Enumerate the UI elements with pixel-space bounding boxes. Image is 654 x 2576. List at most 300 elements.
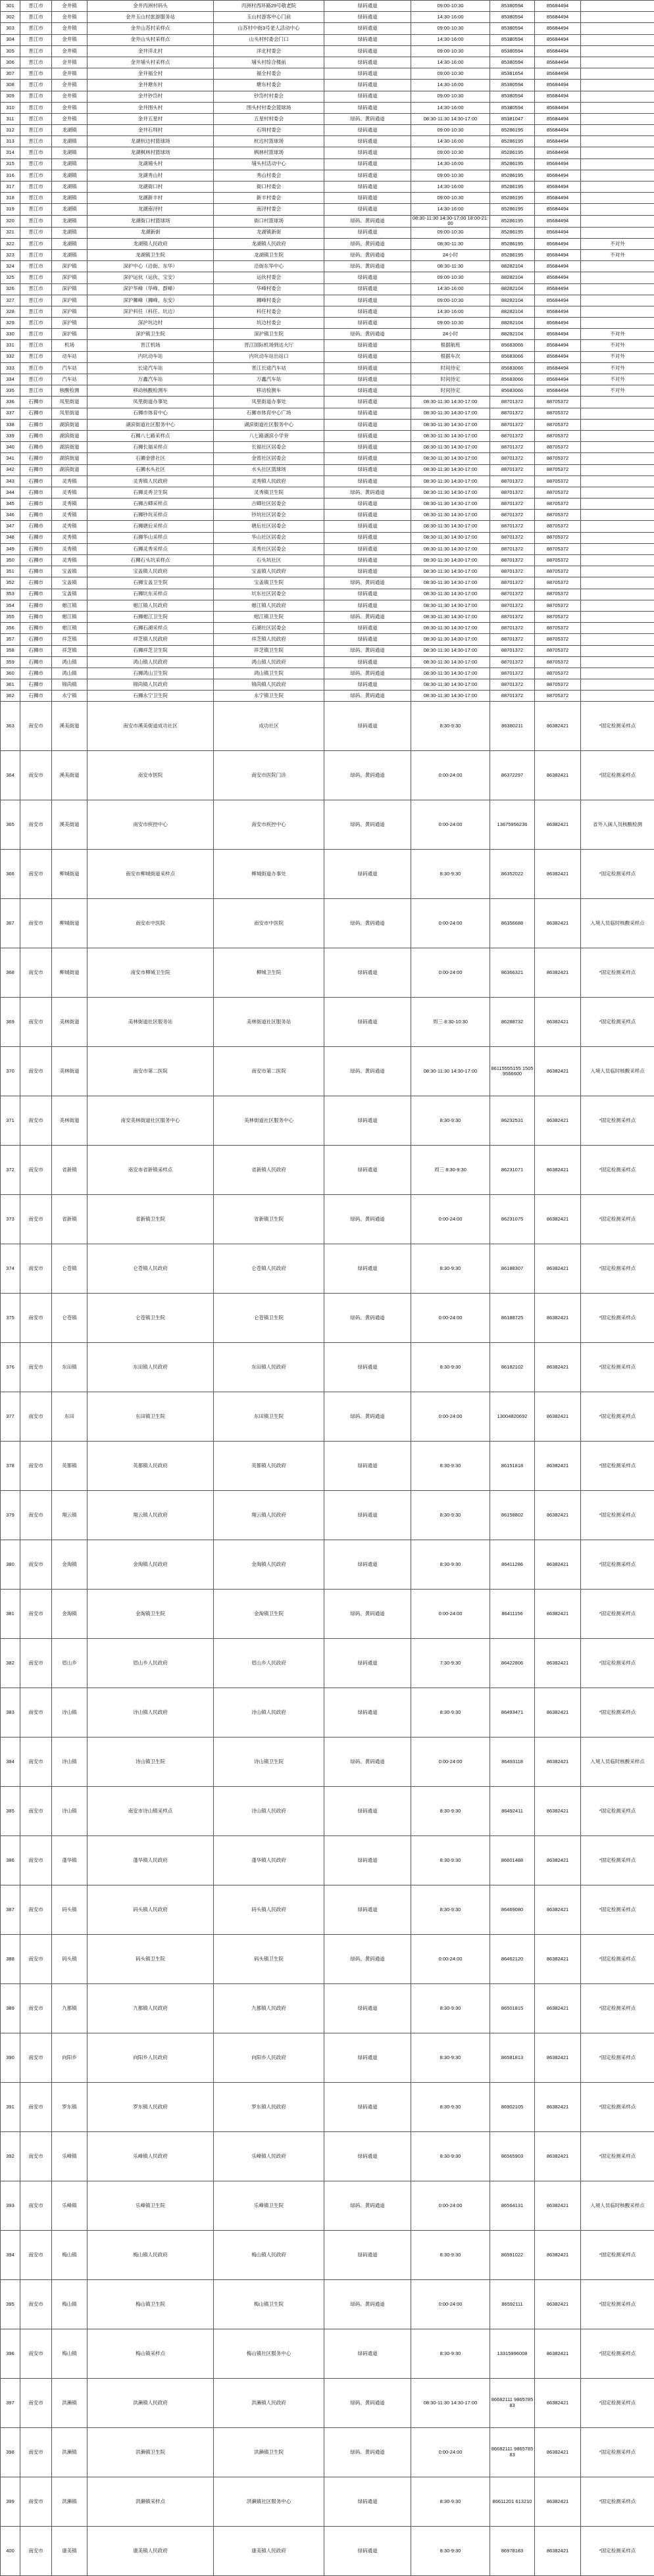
seq-cell: 316 [1, 170, 20, 181]
hours-cell: 08:30-11:30 14:30-17:00 [411, 668, 490, 679]
address-cell: 灵秀镇人民政府 [214, 475, 324, 487]
city-cell: 晋江市 [20, 158, 52, 170]
hours-cell: 08:30-11:30 14:30-17:00 [411, 408, 490, 419]
complaint-phone-cell: 86382421 [535, 2181, 581, 2230]
town-cell: 鸿山镇 [52, 668, 88, 679]
note-cell: *固定检测采样点 [581, 1984, 654, 2033]
note-cell [581, 521, 654, 532]
town-cell: 诗山镇 [52, 1688, 88, 1738]
complaint-phone-cell: 85684494 [535, 351, 581, 362]
phone-cell: 88282104 [490, 283, 535, 295]
note-cell: *固定检测采样点 [581, 2378, 654, 2427]
address-cell: 长福社区居委会 [214, 442, 324, 453]
seq-cell: 380 [1, 1540, 20, 1590]
address-cell: 坑东社区居委会 [214, 589, 324, 600]
seq-cell: 364 [1, 751, 20, 800]
seq-cell: 368 [1, 948, 20, 998]
site-name-cell: 石狮长福采样点 [88, 442, 214, 453]
note-cell [581, 136, 654, 147]
city-cell: 晋江市 [20, 80, 52, 91]
seq-cell: 337 [1, 408, 20, 419]
phone-cell: 86469080 [490, 1885, 535, 1935]
phone-cell: 88701372 [490, 600, 535, 611]
channel-cell: 绿码、黄码通道 [324, 691, 411, 702]
channel-cell: 绿码通道 [324, 1688, 411, 1738]
complaint-phone-cell: 85684494 [535, 362, 581, 374]
town-cell: 深沪镇 [52, 306, 88, 317]
note-cell [581, 12, 654, 23]
city-cell: 晋江市 [20, 340, 52, 351]
phone-cell: 88701372 [490, 623, 535, 634]
complaint-phone-cell: 86382421 [535, 2279, 581, 2329]
phone-cell: 88282104 [490, 329, 535, 340]
note-cell: *固定检测采样点 [581, 2329, 654, 2378]
city-cell: 石狮市 [20, 498, 52, 510]
city-cell: 晋江市 [20, 362, 52, 374]
site-name-cell: 深沪运伙（运伙、宝安） [88, 272, 214, 283]
note-cell: *固定检测采样点 [581, 1343, 654, 1392]
town-cell: 鸿山镇 [52, 656, 88, 668]
hours-cell: 08:30-11:30 14:30-17:00 [411, 577, 490, 589]
seq-cell: 350 [1, 555, 20, 566]
city-cell: 石狮市 [20, 566, 52, 577]
address-cell: 福全村委会 [214, 68, 324, 80]
address-cell: 乐峰镇卫生院 [214, 2181, 324, 2230]
city-cell: 南安市 [20, 1442, 52, 1491]
phone-cell: 86356688 [490, 899, 535, 948]
site-name-cell: 南安市诗山镇采样点 [88, 1787, 214, 1836]
phone-cell: 85380594 [490, 57, 535, 68]
complaint-phone-cell: 85684494 [535, 283, 581, 295]
town-cell: 乐峰镇 [52, 2131, 88, 2181]
table-row [1, 1836, 654, 1885]
city-cell: 晋江市 [20, 204, 52, 215]
phone-cell: 86288732 [490, 998, 535, 1047]
table-row [1, 362, 654, 374]
complaint-phone-cell: 88705372 [535, 634, 581, 645]
city-cell: 石狮市 [20, 600, 52, 611]
phone-cell: 85380594 [490, 12, 535, 23]
channel-cell: 绿码通道 [324, 2230, 411, 2279]
hours-cell: 14:30-16:00 [411, 102, 490, 113]
seq-cell: 323 [1, 249, 20, 260]
address-cell: 九都镇人民政府 [214, 1984, 324, 2033]
hours-cell: 8:30-9:30 [411, 1688, 490, 1738]
seq-cell: 357 [1, 634, 20, 645]
site-name-cell: 龙湖南浔村 [88, 204, 214, 215]
complaint-phone-cell: 86382421 [535, 1195, 581, 1244]
phone-cell: 86581813 [490, 2033, 535, 2083]
channel-cell: 绿码通道 [324, 475, 411, 487]
address-cell: 仑苍镇卫生院 [214, 1294, 324, 1343]
address-cell: 南安市第二医院 [214, 1047, 324, 1096]
town-cell: 灵秀镇 [52, 487, 88, 498]
channel-cell: 绿码通道 [324, 1984, 411, 2033]
address-cell: 石湖社区居委会 [214, 623, 324, 634]
complaint-phone-cell: 86382421 [535, 1590, 581, 1639]
complaint-phone-cell: 88705372 [535, 521, 581, 532]
hours-cell: 周三 8:30-10:30 [411, 998, 490, 1047]
hours-cell: 09:00-10:30 [411, 272, 490, 283]
seq-cell: 343 [1, 475, 20, 487]
hours-cell: 09:00-10:30 [411, 125, 490, 136]
hours-cell: 14:30-16:00 [411, 34, 490, 45]
complaint-phone-cell: 88705372 [535, 487, 581, 498]
address-cell: 东田镇人民政府 [214, 1343, 324, 1392]
address-cell: 枫林村篮球场 [214, 147, 324, 158]
table-row [1, 521, 654, 532]
seq-cell: 356 [1, 623, 20, 634]
complaint-phone-cell: 86382421 [535, 2131, 581, 2181]
phone-cell: 86115555155 15059566600 [490, 1047, 535, 1096]
town-cell: 柳城街道 [52, 899, 88, 948]
note-cell: *固定检测采样点 [581, 1935, 654, 1984]
phone-cell: 85286195 [490, 125, 535, 136]
table-row [1, 136, 654, 147]
hours-cell: 08:30-11:30 14:30-17:00 [411, 623, 490, 634]
city-cell: 南安市 [20, 1935, 52, 1984]
hours-cell: 8:30-9:30 [411, 2526, 490, 2575]
hours-cell: 8:30-9:30 [411, 1540, 490, 1590]
site-name-cell: 石狮蚶江卫生院 [88, 611, 214, 622]
note-cell [581, 23, 654, 34]
hours-cell: 09:00-10:30 [411, 68, 490, 80]
address-cell: 山头村村委会门口 [214, 34, 324, 45]
city-cell: 南安市 [20, 1590, 52, 1639]
complaint-phone-cell: 88705372 [535, 419, 581, 430]
complaint-phone-cell: 85684494 [535, 385, 581, 397]
note-cell [581, 272, 654, 283]
site-name-cell: 南安市第二医院 [88, 1047, 214, 1096]
phone-cell: 88701372 [490, 532, 535, 543]
address-cell: 华山社区居委会 [214, 532, 324, 543]
channel-cell: 绿码通道 [324, 385, 411, 397]
hours-cell: 0:00-24:00 [411, 2181, 490, 2230]
city-cell: 南安市 [20, 850, 52, 899]
phone-cell: 88701372 [490, 408, 535, 419]
phone-cell: 86188307 [490, 1244, 535, 1294]
seq-cell: 374 [1, 1244, 20, 1294]
city-cell: 晋江市 [20, 23, 52, 34]
hours-cell: 14:30-16:00 [411, 136, 490, 147]
channel-cell: 绿码、黄码通道 [324, 899, 411, 948]
address-cell: 鸿山镇卫生院 [214, 668, 324, 679]
phone-cell: 88701372 [490, 668, 535, 679]
table-row [1, 600, 654, 611]
table-row [1, 1885, 654, 1935]
site-name-cell: 石狮石湖采样点 [88, 623, 214, 634]
city-cell: 石狮市 [20, 397, 52, 408]
note-cell: *固定检测采样点 [581, 702, 654, 751]
channel-cell: 绿码通道 [324, 204, 411, 215]
complaint-phone-cell: 86382421 [535, 1096, 581, 1146]
phone-cell: 85683066 [490, 340, 535, 351]
channel-cell: 绿码、黄码通道 [324, 329, 411, 340]
phone-cell: 88701372 [490, 577, 535, 589]
phone-cell: 86188725 [490, 1294, 535, 1343]
address-cell: 洪濑镇卫生院 [214, 2427, 324, 2477]
phone-cell: 85286195 [490, 170, 535, 181]
complaint-phone-cell: 88705372 [535, 611, 581, 622]
channel-cell: 绿码通道 [324, 2329, 411, 2378]
town-cell: 深沪镇 [52, 261, 88, 272]
address-cell: 湖滨街道社区服务中心 [214, 419, 324, 430]
seq-cell: 399 [1, 2477, 20, 2526]
hours-cell: 14:30-16:00 [411, 158, 490, 170]
complaint-phone-cell: 88705372 [535, 543, 581, 554]
site-name-cell: 万鑫汽车站 [88, 374, 214, 385]
hours-cell: 09:00-10:30 [411, 227, 490, 238]
site-name-cell: 内坑动车站 [88, 351, 214, 362]
table-row [1, 261, 654, 272]
town-cell: 核酸检测 [52, 385, 88, 397]
phone-cell: 86902105 [490, 2083, 535, 2132]
seq-cell: 317 [1, 182, 20, 193]
city-cell: 南安市 [20, 899, 52, 948]
phone-cell: 88701372 [490, 419, 535, 430]
hours-cell: 8:30-9:30 [411, 2230, 490, 2279]
phone-cell: 88701372 [490, 397, 535, 408]
note-cell [581, 691, 654, 702]
channel-cell: 绿码、黄码通道 [324, 261, 411, 272]
channel-cell: 绿码通道 [324, 2131, 411, 2181]
complaint-phone-cell: 88705372 [535, 691, 581, 702]
table-row [1, 2526, 654, 2575]
seq-cell: 311 [1, 113, 20, 124]
site-name-cell: 金井五星村 [88, 113, 214, 124]
city-cell: 南安市 [20, 1294, 52, 1343]
address-cell: 南安市中医院 [214, 899, 324, 948]
city-cell: 晋江市 [20, 193, 52, 204]
table-row [1, 475, 654, 487]
town-cell: 龙湖镇 [52, 158, 88, 170]
town-cell: 洪濑镇 [52, 2477, 88, 2526]
town-cell: 省新镇 [52, 1195, 88, 1244]
channel-cell: 绿码通道 [324, 318, 411, 329]
note-cell: *固定检测采样点 [581, 850, 654, 899]
site-name-cell: 石狮坑东采样点 [88, 589, 214, 600]
site-name-cell: 码头镇卫生院 [88, 1935, 214, 1984]
hours-cell: 09:00-10:30 [411, 147, 490, 158]
phone-cell: 85381047 [490, 113, 535, 124]
complaint-phone-cell: 86382421 [535, 1935, 581, 1984]
site-name-cell: 金井山苏村采样点 [88, 23, 214, 34]
city-cell: 晋江市 [20, 306, 52, 317]
table-body [1, 1, 654, 2576]
city-cell: 南安市 [20, 1738, 52, 1787]
channel-cell: 绿码通道 [324, 948, 411, 998]
address-cell: 翔云镇人民政府 [214, 1491, 324, 1540]
seq-cell: 325 [1, 272, 20, 283]
complaint-phone-cell: 85684494 [535, 125, 581, 136]
complaint-phone-cell: 86382421 [535, 1294, 581, 1343]
hours-cell: 0:00-24:00 [411, 948, 490, 998]
address-cell: 诗山镇人民政府 [214, 1688, 324, 1738]
hours-cell: 24小时 [411, 249, 490, 260]
phone-cell: 86231071 [490, 1146, 535, 1195]
seq-cell: 394 [1, 2230, 20, 2279]
seq-cell: 302 [1, 12, 20, 23]
table-row [1, 2279, 654, 2329]
city-cell: 石狮市 [20, 442, 52, 453]
note-cell: 不对外 [581, 249, 654, 260]
town-cell: 康美镇 [52, 2526, 88, 2575]
address-cell: 塘后社区居委会 [214, 521, 324, 532]
hours-cell: 08:30-11:30 14:30-17:00 [411, 464, 490, 475]
seq-cell: 386 [1, 1836, 20, 1885]
city-cell: 南安市 [20, 2230, 52, 2279]
complaint-phone-cell: 85684494 [535, 12, 581, 23]
hours-cell: 0:00-24:00 [411, 751, 490, 800]
address-cell: 省新镇人民政府 [214, 1146, 324, 1195]
city-cell: 南安市 [20, 2131, 52, 2181]
phone-cell: 86151818 [490, 1442, 535, 1491]
channel-cell: 绿码通道 [324, 295, 411, 306]
hours-cell: 08:30-11:30 14:30-17:00 [411, 510, 490, 521]
channel-cell: 绿码通道 [324, 408, 411, 419]
channel-cell: 绿码通道 [324, 397, 411, 408]
note-cell [581, 193, 654, 204]
channel-cell: 绿码通道 [324, 1491, 411, 1540]
seq-cell: 382 [1, 1639, 20, 1688]
seq-cell: 335 [1, 385, 20, 397]
address-cell: 美林街道社区服务中心 [214, 1096, 324, 1146]
site-name-cell: 石狮钞坑采样点 [88, 510, 214, 521]
town-cell: 蚶江镇 [52, 623, 88, 634]
complaint-phone-cell: 85684494 [535, 1, 581, 12]
complaint-phone-cell: 85684494 [535, 68, 581, 80]
phone-cell: 85286195 [490, 227, 535, 238]
hours-cell: 08:30-11:30 14:30-17:00 [411, 475, 490, 487]
address-cell: 深沪镇卫生院 [214, 329, 324, 340]
address-cell: 灵秀镇卫生院 [214, 487, 324, 498]
note-cell: *固定检测采样点 [581, 2427, 654, 2477]
complaint-phone-cell: 86382421 [535, 1442, 581, 1491]
note-cell [581, 668, 654, 679]
note-cell: *固定检测采样点 [581, 2477, 654, 2526]
city-cell: 石狮市 [20, 623, 52, 634]
seq-cell: 348 [1, 532, 20, 543]
note-cell [581, 634, 654, 645]
address-cell: 乐峰镇人民政府 [214, 2131, 324, 2181]
town-cell: 金井镇 [52, 80, 88, 91]
town-cell: 锦尚镇 [52, 679, 88, 691]
city-cell: 晋江市 [20, 374, 52, 385]
channel-cell: 绿码通道 [324, 679, 411, 691]
note-cell [581, 679, 654, 691]
seq-cell: 391 [1, 2083, 20, 2132]
site-name-cell: 金井洋北村 [88, 45, 214, 57]
table-row [1, 577, 654, 589]
hours-cell: 8:30-9:30 [411, 2131, 490, 2181]
table-row [1, 2329, 654, 2378]
channel-cell: 绿码、黄码通道 [324, 611, 411, 622]
seq-cell: 349 [1, 543, 20, 554]
site-name-cell: 眉山乡人民政府 [88, 1639, 214, 1688]
channel-cell: 绿码通道 [324, 2033, 411, 2083]
phone-cell: 88701372 [490, 611, 535, 622]
phone-cell: 86232531 [490, 1096, 535, 1146]
channel-cell: 绿码通道 [324, 623, 411, 634]
town-cell: 金井镇 [52, 12, 88, 23]
address-cell: 塘东村委会 [214, 80, 324, 91]
city-cell: 石狮市 [20, 464, 52, 475]
town-cell: 宝盖镇 [52, 577, 88, 589]
town-cell: 美林街道 [52, 1096, 88, 1146]
city-cell: 石狮市 [20, 487, 52, 498]
phone-cell: 85380594 [490, 91, 535, 102]
note-cell [581, 623, 654, 634]
table-row [1, 442, 654, 453]
note-cell [581, 532, 654, 543]
address-cell: 永宁镇卫生院 [214, 691, 324, 702]
channel-cell: 绿码通道 [324, 1885, 411, 1935]
address-cell: 南安市医院门诊 [214, 751, 324, 800]
address-cell: 灵秀社区居委会 [214, 543, 324, 554]
address-cell: 柳城卫生院 [214, 948, 324, 998]
hours-cell: 7:30-9:30 [411, 1639, 490, 1688]
hours-cell: 08:30-11:30 14:30-17:00 [411, 1047, 490, 1096]
town-cell: 灵秀镇 [52, 532, 88, 543]
town-cell: 金井镇 [52, 34, 88, 45]
complaint-phone-cell: 85684494 [535, 272, 581, 283]
town-cell: 省新镇 [52, 1146, 88, 1195]
address-cell: 柳城街道办事处 [214, 850, 324, 899]
complaint-phone-cell: 88705372 [535, 645, 581, 656]
note-cell [581, 91, 654, 102]
table-row [1, 374, 654, 385]
site-name-cell: 金井塘东村 [88, 80, 214, 91]
city-cell: 南安市 [20, 2033, 52, 2083]
channel-cell: 绿码通道 [324, 453, 411, 464]
site-name-cell: 金井石圳村 [88, 125, 214, 136]
note-cell [581, 102, 654, 113]
complaint-phone-cell: 85684494 [535, 215, 581, 227]
town-cell: 翔云镇 [52, 1491, 88, 1540]
seq-cell: 331 [1, 340, 20, 351]
hours-cell: 8:30-9:30 [411, 850, 490, 899]
note-cell: *固定检测采样点 [581, 1294, 654, 1343]
town-cell: 金井镇 [52, 113, 88, 124]
phone-cell: 86231075 [490, 1195, 535, 1244]
hours-cell: 09:00-10:30 [411, 1, 490, 12]
phone-cell: 88282104 [490, 306, 535, 317]
table-row [1, 318, 654, 329]
complaint-phone-cell: 88705372 [535, 600, 581, 611]
table-row [1, 1639, 654, 1688]
phone-cell: 85380594 [490, 23, 535, 34]
hours-cell: 09:00-10:30 [411, 170, 490, 181]
site-name-cell: 锦尚镇人民政府 [88, 679, 214, 691]
hours-cell: 08:30-11:30 14:30-17:00 [411, 532, 490, 543]
table-row [1, 430, 654, 441]
note-cell: *固定检测采样点 [581, 2131, 654, 2181]
note-cell: *固定检测采样点 [581, 1590, 654, 1639]
channel-cell: 绿码通道 [324, 498, 411, 510]
note-cell: 入境人员临时核酸采样点 [581, 2181, 654, 2230]
channel-cell: 绿码通道 [324, 532, 411, 543]
site-name-cell: 金淘镇人民政府 [88, 1540, 214, 1590]
complaint-phone-cell: 86382421 [535, 800, 581, 850]
channel-cell: 绿码通道 [324, 850, 411, 899]
address-cell: 梅山镇人民政府 [214, 2230, 324, 2279]
address-cell: 码头镇卫生院 [214, 1935, 324, 1984]
seq-cell: 390 [1, 2033, 20, 2083]
address-cell: 鸿山镇人民政府 [214, 656, 324, 668]
town-cell: 金井镇 [52, 1, 88, 12]
note-cell: *固定检测采样点 [581, 1244, 654, 1294]
note-cell [581, 408, 654, 419]
